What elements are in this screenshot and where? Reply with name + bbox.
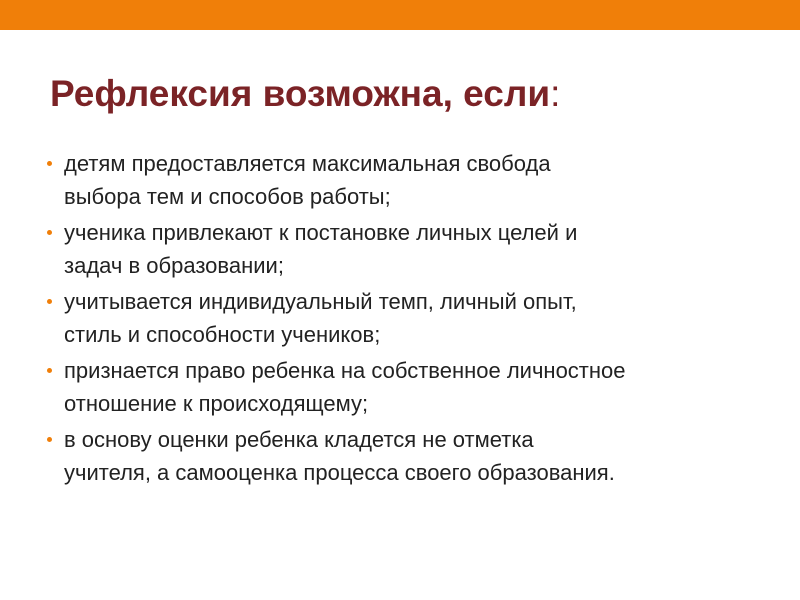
slide-title: [50, 68, 770, 120]
bullet-line-1: учитывается индивидуальный темп, личный опыт,: [64, 289, 577, 314]
bullet-dot-icon: [47, 368, 52, 373]
bullet-line-2: стиль и способности учеников;: [64, 322, 381, 347]
bullet-line-1: признается право ребенка на собственное личностное: [64, 358, 626, 383]
bullet-line-1: ученика привлекают к постановке личных целей и: [64, 220, 578, 245]
bullet-item: [46, 285, 776, 351]
bullet-line-1: детям предоставляется максимальная свобода: [64, 151, 551, 176]
slide-title-main: Рефлексия возможна, если: [50, 73, 551, 114]
bullet-item: [46, 216, 776, 282]
top-accent-bar: [0, 0, 800, 30]
bullet-line-2: задач в образовании;: [64, 253, 284, 278]
slide-title-colon: :: [550, 73, 561, 114]
bullet-list: [46, 147, 776, 492]
bullet-dot-icon: [47, 299, 52, 304]
bullet-dot-icon: [47, 437, 52, 442]
bullet-line-2: отношение к происходящему;: [64, 391, 369, 416]
bullet-dot-icon: [47, 230, 52, 235]
bullet-line-2: учителя, а самооценка процесса своего образования.: [64, 460, 615, 485]
bullet-line-2: выбора тем и способов работы;: [64, 184, 391, 209]
bullet-item: [46, 354, 776, 420]
bullet-dot-icon: [47, 161, 52, 166]
bullet-line-1: в основу оценки ребенка кладется не отметка: [64, 427, 534, 452]
bullet-item: [46, 147, 776, 213]
bullet-item: [46, 423, 776, 489]
